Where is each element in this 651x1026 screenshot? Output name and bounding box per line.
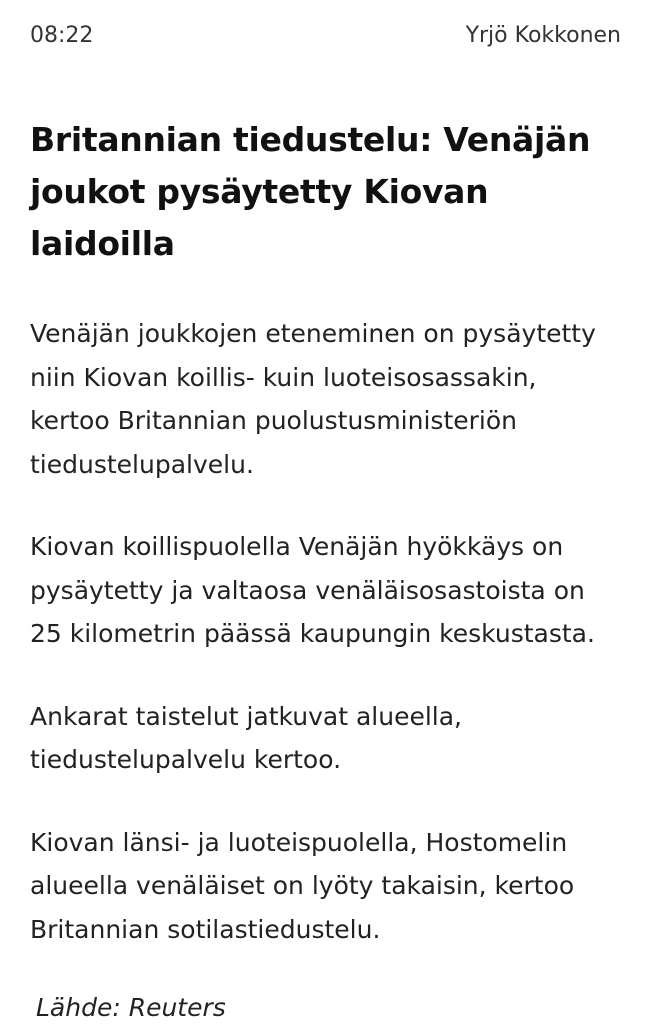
article-paragraph: Ankarat taistelut jatkuvat alueella, tiedustelupalvelu kertoo. bbox=[30, 701, 462, 774]
author-name: Yrjö Kokkonen bbox=[465, 22, 621, 48]
article-source: Lähde: Reuters bbox=[36, 993, 226, 1022]
article-meta bbox=[30, 20, 623, 50]
timestamp: 08:22 bbox=[30, 22, 94, 48]
article-paragraph: Kiovan länsi- ja luoteispuolella, Hostomelin alueella venäläiset on lyöty takaisin, kertoo Britannian sotilastiedustelu. bbox=[30, 827, 575, 944]
article-body bbox=[30, 312, 623, 951]
article-paragraph: Venäjän joukkojen eteneminen on pysäytetty niin Kiovan koillis- kuin luoteisosassakin, kertoo Britannian puolustusministeriön tiedustelupalvelu. bbox=[30, 319, 596, 479]
article-headline: Britannian tiedustelu: Venäjän joukot pysäytetty Kiovan laidoilla bbox=[30, 120, 591, 263]
article-paragraph: Kiovan koillispuolella Venäjän hyökkäys on pysäytetty ja valtaosa venäläisosastoista on 25 kilometrin päässä kaupungin keskustasta. bbox=[30, 532, 595, 648]
